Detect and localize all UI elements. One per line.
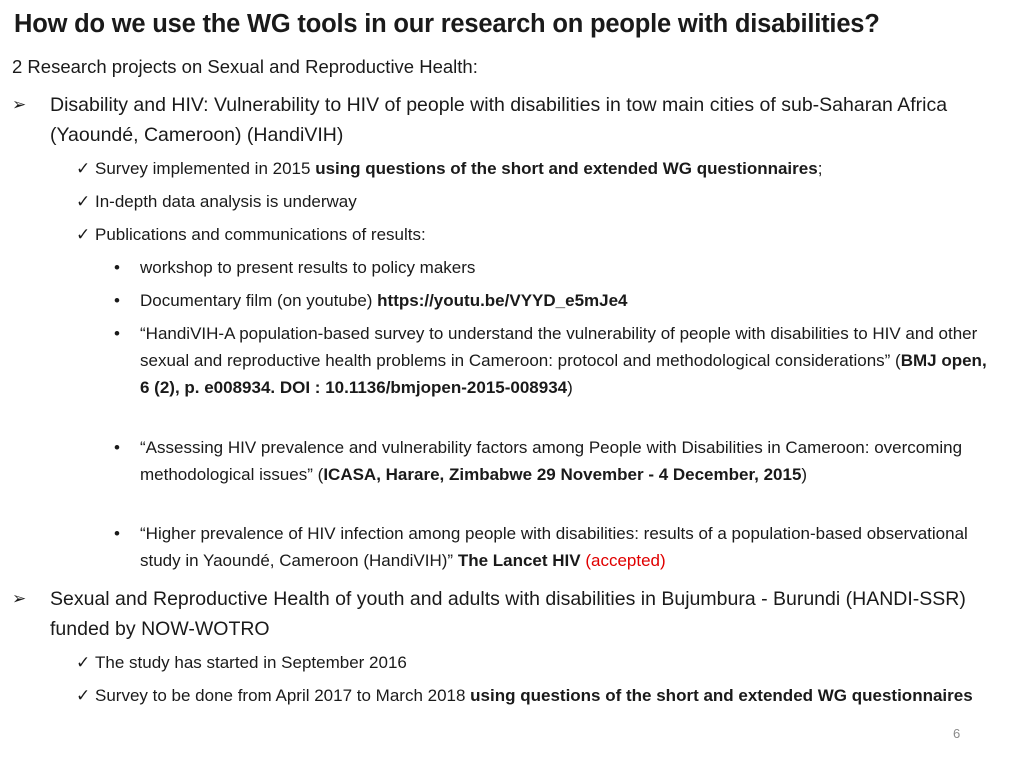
bullet-icon: • (114, 258, 120, 277)
publication-text: “Assessing HIV prevalence and vulnerability factors among People with Disabilities in Cameroon: overcoming methodological issues” ( (140, 438, 963, 484)
check-text: Survey to be done from April 2017 to March 2018 (95, 686, 471, 705)
checkmark-icon: ✓ (76, 225, 91, 244)
publication-text: Documentary film (on youtube) (140, 291, 378, 310)
check-text: Survey implemented in 2015 (95, 159, 316, 178)
project-2-text: Sexual and Reproductive Health of youth and adults with disabilities in Bujumbura - Burundi (HANDI-SSR) funded by NOW-WOTRO (50, 588, 966, 640)
bullet-icon: • (114, 524, 120, 543)
publication-text: workshop to present results to policy makers (140, 258, 476, 277)
slide-title: How do we use the WG tools in our research on people with disabilities? (14, 10, 880, 38)
checkmark-icon: ✓ (76, 653, 91, 672)
bullet-icon: • (114, 291, 120, 310)
publication-text: “Higher prevalence of HIV infection among people with disabilities: results of a population-based observational study in Yaoundé, Cameroon (HandiVIH)” (140, 524, 968, 570)
publication-text-end: ) (567, 378, 573, 397)
checkmark-icon: ✓ (76, 686, 91, 705)
publication-text-end: ) (801, 465, 808, 484)
project-1-text: Disability and HIV: Vulnerability to HIV of people with disabilities in tow main cities of sub-Saharan Africa (Yaoundé, Cameroon) (HandiVIH) (50, 94, 948, 146)
publication-journal: The Lancet HIV (457, 551, 581, 570)
page-number: 6 (953, 726, 961, 741)
bullet-icon: • (114, 324, 120, 343)
publication-citation: ICASA, Harare, Zimbabwe 29 November - 4 December, 2015 (323, 465, 802, 484)
publication-status: (accepted) (585, 551, 666, 570)
check-text-end: ; (817, 159, 823, 178)
check-text: The study has started in September 2016 (95, 653, 407, 672)
arrow-bullet-icon: ➢ (12, 95, 27, 114)
check-text: In-depth data analysis is underway (95, 192, 357, 211)
checkmark-icon: ✓ (76, 159, 91, 178)
bullet-icon: • (114, 438, 120, 457)
slide-subtitle: 2 Research projects on Sexual and Reproductive Health: (12, 56, 478, 77)
publication-citation: BMJ open, 6 (2), p. e008934. DOI : 10.1136/bmjopen-2015-008934 (140, 351, 987, 397)
arrow-bullet-icon: ➢ (12, 589, 27, 608)
publication-text: “HandiVIH-A population-based survey to understand the vulnerability of people with disabilities to HIV and other sexual and reproductive health problems in Cameroon: protocol and methodological considerations” ( (140, 324, 978, 370)
checkmark-icon: ✓ (76, 192, 91, 211)
youtube-link[interactable]: https://youtu.be/VYYD_e5mJe4 (377, 291, 628, 310)
check-text-bold: using questions of the short and extended WG questionnaires (470, 686, 973, 705)
check-text-bold: using questions of the short and extended WG questionnaires (315, 159, 818, 178)
check-text: Publications and communications of results: (95, 225, 426, 244)
